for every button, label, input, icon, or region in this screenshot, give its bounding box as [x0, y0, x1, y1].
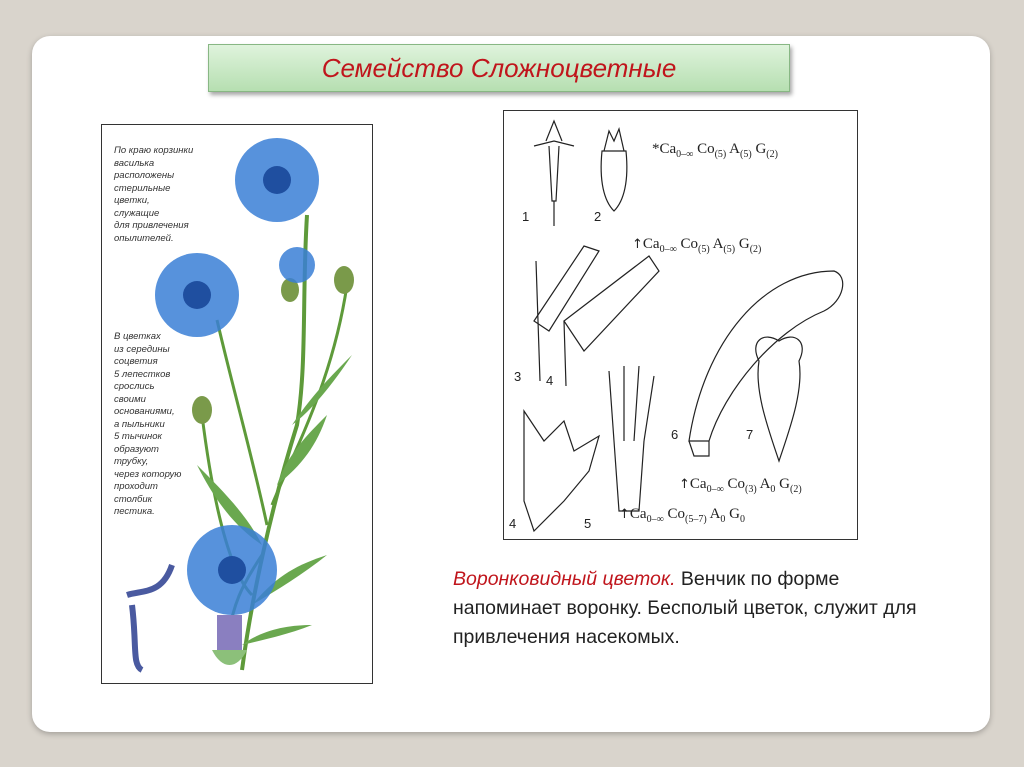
- formula-co: (5): [697, 244, 710, 255]
- formula-g: 0: [740, 514, 746, 525]
- figure-number-4b: 4: [509, 516, 517, 531]
- figure-number-4a: 4: [546, 373, 554, 388]
- title-box: [208, 44, 790, 92]
- figure-number-3: 3: [514, 369, 522, 384]
- formula-co: (5–7): [684, 514, 707, 525]
- caption-text: Венчик по форме напоминает воронку. Бесполый цветок, служит для привлечения насекомых.: [453, 568, 917, 648]
- caption-highlight: Воронковидный цветок.: [453, 568, 676, 590]
- formula-ca: 0–∞: [659, 244, 677, 255]
- formula-symbol: ↑: [679, 477, 690, 492]
- formula-ca: 0–∞: [646, 514, 664, 525]
- formula-ca: 0–∞: [676, 149, 694, 160]
- floret-diagrams: [503, 110, 858, 540]
- formula-co: (5): [714, 149, 727, 160]
- note-central-florets: В цветках из середины соцветия 5 лепестков срослись своими основаниями, а пыльники 5 тычинок образуют трубку, через которую проходит столбик пестика.: [114, 331, 182, 517]
- formula-tubular: $*Ca_{0-\infty}$ $Co_{(5)}$ $A_{(5)}$ $G_{(2)}$: [652, 141, 778, 160]
- formula-symbol: ↑: [619, 507, 630, 522]
- formula-g: (2): [749, 244, 762, 255]
- formula-a: 0: [770, 484, 776, 495]
- formula-g: (2): [790, 484, 802, 495]
- cornflower-illustration: [101, 124, 373, 684]
- floret-line-art: [504, 111, 857, 539]
- formula-a: (5): [740, 149, 752, 160]
- formula-a: (5): [723, 244, 736, 255]
- note-sterile-florets: По краю корзинки василька расположены стерильные цветки, служащие для привлечения опылителей.: [114, 145, 194, 244]
- formula-ca: 0–∞: [706, 484, 724, 495]
- formula-symbol: *: [652, 141, 660, 157]
- figure-number-2: 2: [594, 209, 602, 224]
- figure-number-1: 1: [522, 209, 530, 224]
- formula-ligulate: $↑Ca_{0-\infty}$ $Co_{(3)}$ $A_0$ $G_{(2)}$: [679, 476, 802, 495]
- figure-number-5: 5: [584, 516, 592, 531]
- formula-bilabiate: $↑Ca_{0-\infty}$ $Co_{(5)}$ $A_{(5)}$ $G_{(2)}$: [632, 236, 762, 255]
- figure-number-7: 7: [746, 427, 754, 442]
- caption: [453, 565, 933, 652]
- formula-funnel: $↑Ca_{0-\infty}$ $Co_{(5-7)}$ $A_0$ $G_0$: [619, 506, 746, 525]
- formula-symbol: ↑: [632, 237, 643, 252]
- figure-number-6: 6: [671, 427, 679, 442]
- formula-a: 0: [720, 514, 726, 525]
- slide-title: Семейство Сложноцветные: [321, 52, 677, 83]
- formula-g: (2): [766, 149, 778, 160]
- formula-co: (3): [744, 484, 757, 495]
